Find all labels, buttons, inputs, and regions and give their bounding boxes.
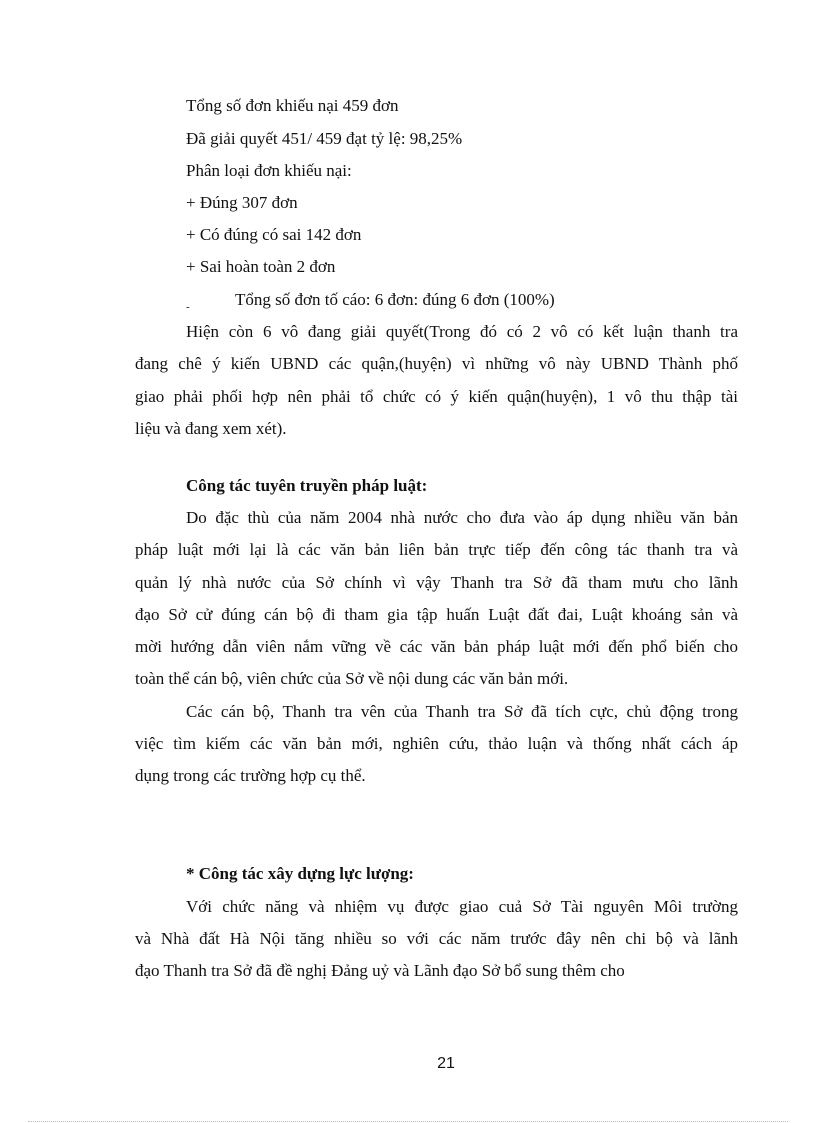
law-p1-line-1: Do đặc thù của năm 2004 nhà nước cho đưa vào áp dụng nhiều văn bản	[186, 508, 738, 527]
stat-resolved: Đã giải quyết 451/ 459 đạt tỷ lệ: 98,25%	[186, 129, 463, 148]
law-p1-line-3: quản lý nhà nước của Sở chính vì vậy Thanh tra Sở đã tham mưu cho lãnh	[135, 573, 738, 592]
page-bottom-divider	[28, 1121, 788, 1122]
stat-partial: + Có đúng có sai 142 đơn	[186, 225, 362, 244]
pending-line-4: liệu và đang xem xét).	[135, 419, 287, 438]
force-line-3: đạo Thanh tra Sở đã đề nghị Đảng uỷ và Lãnh đạo Sở bổ sung thêm cho	[135, 961, 625, 980]
law-p1-line-6: toàn thể cán bộ, viên chức của Sở về nội dung các văn bản mới.	[135, 669, 569, 688]
force-line-2: và Nhà đất Hà Nội tăng nhiều so với các năm trước đây nên chi bộ và lãnh	[135, 929, 738, 948]
stat-denunciation: Tổng số đơn tố cáo: 6 đơn: đúng 6 đơn (100%)	[235, 290, 555, 309]
stat-classification-label: Phân loại đơn khiếu nại:	[186, 161, 352, 180]
heading-force-building: * Công tác xây dựng lực lượng:	[186, 864, 414, 883]
pending-line-3: giao phải phối hợp nên phải tổ chức có ý kiến quận(huyện), 1 vô thu thập tài	[135, 387, 738, 406]
law-p2-line-2: việc tìm kiếm các văn bản mới, nghiên cứu, thảo luận và thống nhất cách áp	[135, 734, 738, 753]
stat-correct: + Đúng 307 đơn	[186, 193, 298, 212]
law-p2-line-3: dụng trong các trường hợp cụ thể.	[135, 766, 366, 785]
pending-line-2: đang chê ý kiến UBND các quận,(huyện) vì những vô này UBND Thành phố	[135, 354, 738, 373]
law-p1-line-5: mời hướng dẫn viên nắm vững về các văn bản pháp luật mới đến phổ biến cho	[135, 637, 738, 656]
stat-wrong: + Sai hoàn toàn 2 đơn	[186, 257, 336, 276]
bullet-dash: -	[186, 301, 190, 313]
force-line-1: Với chức năng và nhiệm vụ được giao cuả Sở Tài nguyên Môi trường	[186, 897, 738, 916]
law-p1-line-2: pháp luật mới lại là các văn bản liên bản trực tiếp đến công tác thanh tra và	[135, 540, 738, 559]
page-number: 21	[437, 1055, 455, 1072]
law-p2-line-1: Các cán bộ, Thanh tra vên của Thanh tra Sở đã tích cực, chủ động trong	[186, 702, 738, 721]
law-p1-line-4: đạo Sở cử đúng cán bộ đi tham gia tập huấn Luật đất đai, Luật khoáng sản và	[135, 605, 738, 624]
stat-total-complaints: Tổng số đơn khiếu nại 459 đơn	[186, 96, 399, 115]
pending-line-1: Hiện còn 6 vô đang giải quyết(Trong đó có 2 vô có kết luận thanh tra	[186, 322, 738, 341]
heading-law-propaganda: Công tác tuyên truyền pháp luật:	[186, 476, 428, 495]
